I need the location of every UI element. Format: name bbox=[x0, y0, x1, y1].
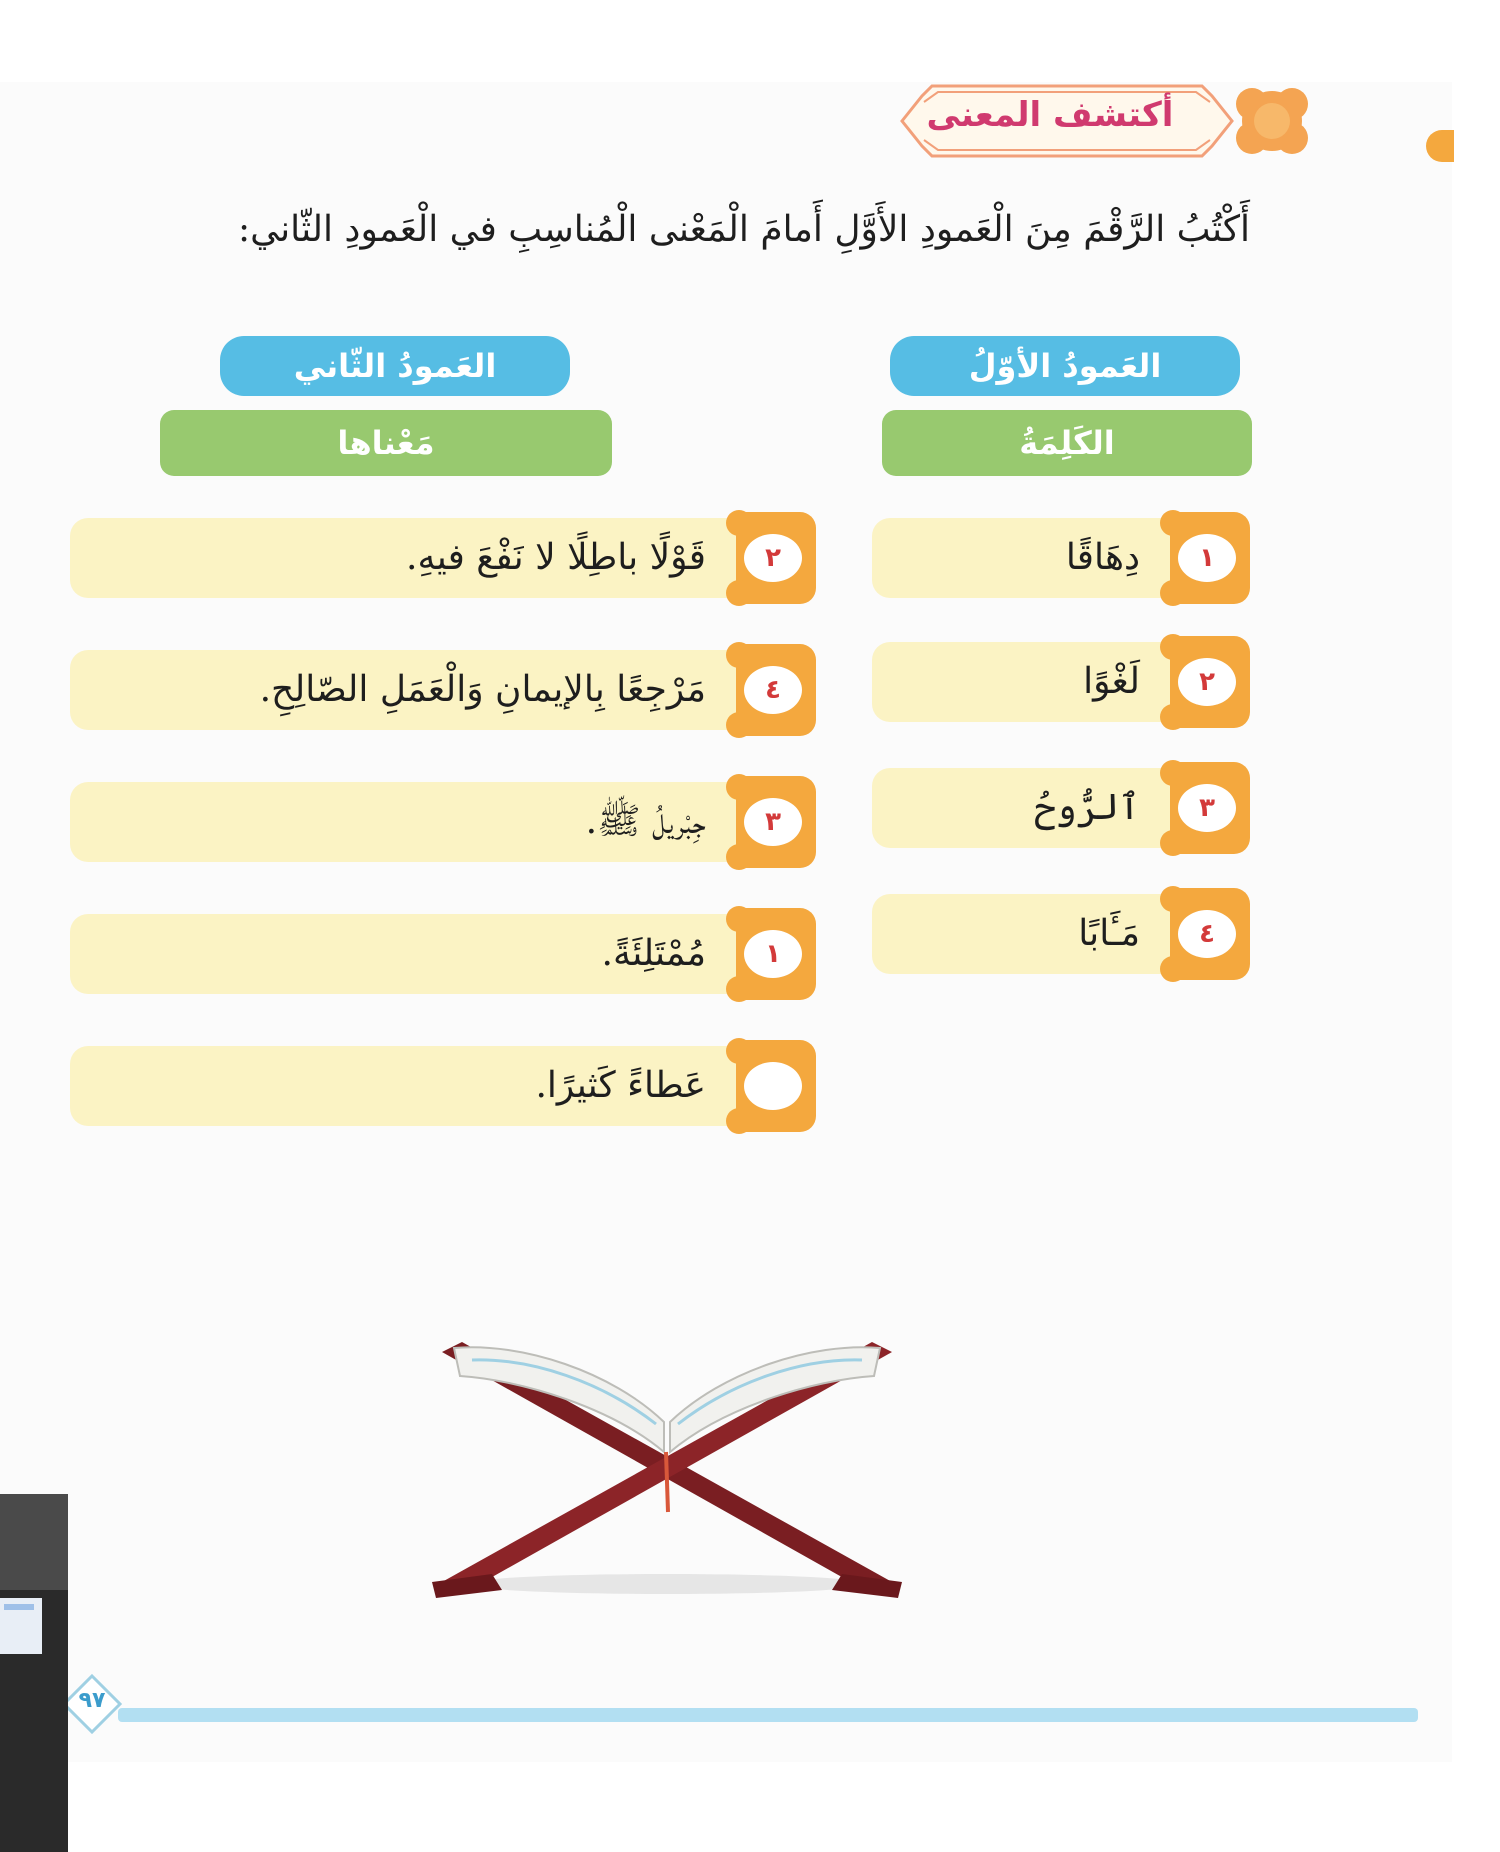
word-row bbox=[872, 762, 1250, 854]
overlay-window-fragment bbox=[0, 1494, 68, 1852]
row-background bbox=[872, 518, 1210, 598]
word-row bbox=[872, 636, 1250, 728]
word-number: ١ bbox=[1178, 534, 1236, 582]
word-text: دِهَاقًا bbox=[1065, 537, 1140, 578]
word-text: ٱلرُّوحُ bbox=[1034, 787, 1140, 828]
word-row bbox=[872, 512, 1250, 604]
meaning-text: قَوْلًا باطِلًا لا نَفْعَ فيهِ. bbox=[406, 537, 706, 578]
answer-number-field[interactable] bbox=[744, 1062, 802, 1110]
exercise-instruction: أَكْتُبُ الرَّقْمَ مِنَ الْعَمودِ الأَوَّلِ أَمامَ الْمَعْنى الْمُناسِبِ في الْعَمودِ الثّاني: bbox=[238, 209, 1250, 250]
answer-number-field[interactable]: ٣ bbox=[744, 798, 802, 846]
meaning-text: عَطاءً كَثيرًا. bbox=[535, 1065, 706, 1106]
word-number: ٢ bbox=[1178, 658, 1236, 706]
section-title: أكتشف المعنى bbox=[926, 95, 1174, 135]
page-number: ٩٧ bbox=[78, 1688, 106, 1713]
word-number: ٤ bbox=[1178, 910, 1236, 958]
meaning-column-subheader: مَعْناها bbox=[160, 410, 612, 476]
answer-number-field[interactable]: ١ bbox=[744, 930, 802, 978]
word-column-subheader: الكَلِمَةُ bbox=[882, 410, 1252, 476]
meaning-text: مَرْجِعًا بِالإيمانِ وَالْعَمَلِ الصّالِحِ. bbox=[259, 669, 706, 710]
word-text: مَـَٔابًا bbox=[1078, 913, 1140, 954]
word-number: ٣ bbox=[1178, 784, 1236, 832]
meaning-row bbox=[70, 644, 816, 736]
side-tab-marker bbox=[1426, 130, 1454, 162]
row-background bbox=[872, 642, 1210, 722]
meaning-row bbox=[70, 1040, 816, 1132]
word-row bbox=[872, 888, 1250, 980]
answer-number-field[interactable]: ٤ bbox=[744, 666, 802, 714]
second-column-header: العَمودُ الثّاني bbox=[220, 336, 570, 396]
answer-number-field[interactable]: ٢ bbox=[744, 534, 802, 582]
meaning-row bbox=[70, 512, 816, 604]
meaning-text: جِبْريلُ ﷺ. bbox=[585, 801, 706, 842]
first-column-header: العَمودُ الأوّلُ bbox=[890, 336, 1240, 396]
word-text: لَغْوًا bbox=[1083, 661, 1140, 702]
meaning-row bbox=[70, 908, 816, 1000]
overlay-titlebar bbox=[0, 1494, 68, 1590]
meaning-row bbox=[70, 776, 816, 868]
row-background bbox=[872, 894, 1210, 974]
quran-stand-icon bbox=[432, 1312, 902, 1602]
footer-rule bbox=[118, 1708, 1418, 1722]
flower-icon bbox=[1236, 88, 1308, 154]
overlay-thumbnail[interactable] bbox=[0, 1598, 42, 1654]
meaning-text: مُمْتَلِئَةً. bbox=[601, 933, 706, 974]
